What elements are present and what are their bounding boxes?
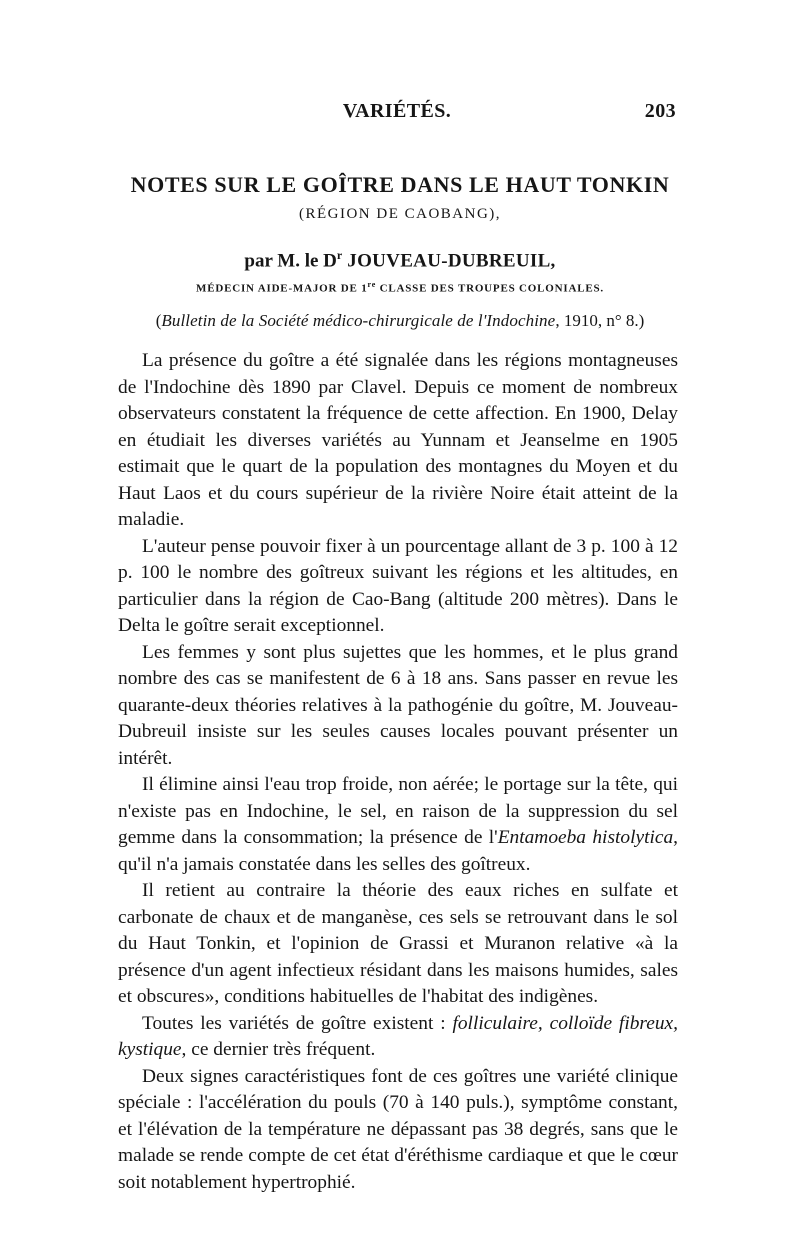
article-subtitle: (RÉGION DE CAOBANG), bbox=[298, 206, 502, 222]
byline bbox=[110, 248, 690, 272]
affiliation-before: MÉDECIN AIDE-MAJOR DE 1 bbox=[196, 282, 368, 295]
byline-superscript: r bbox=[336, 248, 343, 262]
paragraph: L'auteur pense pouvoir fixer à un pourcentage allant de 3 p. 100 à 12 p. 100 le nombre des goîtreux suivant les régions et les altitudes, en particulier dans la région de Cao-Bang (altitude 200 mètres). Dans le Delta le goître serait exceptionnel. bbox=[118, 535, 678, 636]
paragraph-text: , qu'il n'a jamais constatée dans les selles des goîtreux. bbox=[118, 827, 679, 875]
paragraph: Les femmes y sont plus sujettes que les hommes, et le plus grand nombre des cas se manifestent de 6 à 18 ans. Sans passer en revue les quarante-deux théories relatives à la pathogénie du goître, M. Jouveau-Dubreuil insiste sur les seules causes locales pouvant présenter un intérêt. bbox=[118, 641, 678, 769]
body-text bbox=[118, 348, 678, 1196]
paragraph: La présence du goître a été signalée dans les régions montagneuses de l'Indochine dès 1890 par Clavel. Depuis ce moment de nombreux observateurs constatent la fréquence de cette affection. En 1900, Delay en étudiait les diverses variétés au Yunnam et Jeanselme en 1905 estimait que le quart de la population des montagnes du Moyen et du Haut Laos et du cours supérieur de la rivière Noire était atteint de la maladie. bbox=[118, 350, 678, 530]
running-title: VARIÉTÉS. bbox=[342, 100, 452, 122]
citation-journal: Bulletin de la Société médico-chirurgicale de l'Indochine bbox=[161, 311, 556, 330]
author-name: JOUVEAU-DUBREUIL, bbox=[342, 250, 556, 272]
author-affiliation bbox=[110, 280, 690, 295]
source-citation bbox=[110, 311, 690, 331]
citation-details: , 1910, n° 8.) bbox=[555, 311, 645, 330]
paragraph-text: Toutes les variétés de goître existent : bbox=[142, 1012, 453, 1034]
running-header bbox=[118, 100, 676, 130]
citation-open: ( bbox=[155, 311, 162, 330]
paragraph bbox=[118, 772, 678, 878]
page-number: 203 bbox=[644, 100, 676, 122]
paragraph-text: Il élimine ainsi l'eau trop froide, non aérée; le portage sur la tête, qui n'existe pas en Indochine, le sel, en raison de la suppression du sel gemme dans la consommation; la présence de l' bbox=[118, 774, 678, 848]
paragraph-italic: folliculaire, colloïde fibreux, kystique bbox=[118, 1012, 678, 1060]
paragraph bbox=[118, 1011, 678, 1064]
article-title: NOTES SUR LE GOÎTRE DANS LE HAUT TONKIN bbox=[130, 172, 670, 197]
affiliation-superscript: re bbox=[367, 280, 377, 289]
affiliation-after: CLASSE DES TROUPES COLONIALES. bbox=[376, 282, 604, 295]
paragraph: Deux signes caractéristiques font de ces goîtres une variété clinique spéciale : l'accélération du pouls (70 à 140 puls.), symptôme constant, et l'élévation de la température ne dépassant pas 38 degrés, sans que le malade se rende compte de cet état d'éréthisme cardiaque et que le cœur soit notablement hypertrophié. bbox=[118, 1065, 678, 1193]
byline-prefix: par M. le D bbox=[244, 250, 337, 272]
paragraph-italic: Entamoeba histolytica bbox=[497, 827, 674, 848]
paragraph: Il retient au contraire la théorie des eaux riches en sulfate et carbonate de chaux et de manganèse, ces sels se retrouvant dans le sol du Haut Tonkin, et l'opinion de Grassi et Muranon relative «à la présence d'un agent infectieux résidant dans les maisons humides, sales et obscures», conditions habituelles de l'habitat des indigènes. bbox=[118, 880, 678, 1007]
paragraph-text: , ce dernier très fréquent. bbox=[181, 1039, 376, 1060]
